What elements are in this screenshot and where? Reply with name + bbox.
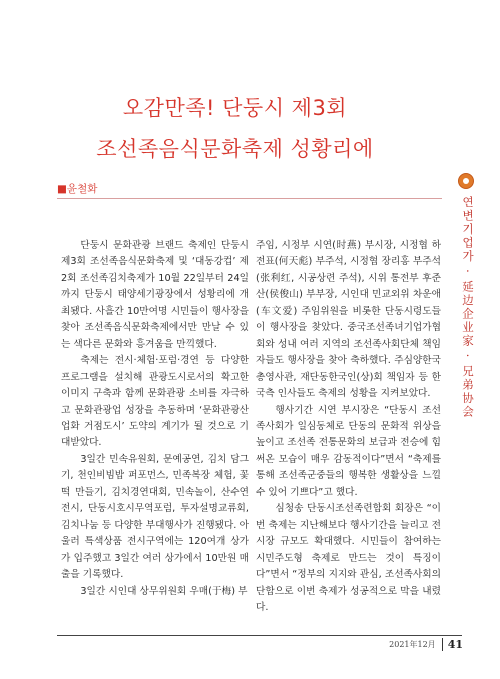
- page-footer: [389, 638, 463, 651]
- page-title-line2: 조선족음식문화축제 성황리에: [96, 137, 374, 161]
- paragraph: 주임, 시정부 시연(时燕) 부시장, 시정협 하전표(何天彪) 부주석, 시정협 장리홍 부주석(张利红, 시공상련 주석), 시위 통전부 후준산(侯俊山) 부부장, 시인대 민교외위 차운애(车文爱) 주임위원을 비롯한 단동시령도들이 행사장을 찾았다. 중국조선족녀기업가협회와 성내 여러 지역의 조선족사회단체 책임자들도 행사장을 찾아 축하했다. 주심양한국총영사관, 재단동한국인(상)회 책임자 등 한국측 인사들도 축제의 성황을 지켜보았다.: [256, 240, 441, 400]
- paragraph: 단둥시 문화관광 브랜드 축제인 단둥시 제3회 조선족음식문화축제 및 ‘대동강컵’ 제2회 조선족김치축제가 10월 22일부터 24일까지 단둥시 태양세기광장에서 성황리에 개최됐다. 사흘간 10만여명 시민들이 행사장을 찾아 조선족음식문화축제에서만 만날 수 있는 색다른 문화와 흥겨움을 만끽했다.: [61, 240, 249, 350]
- article-column-left: [61, 238, 249, 600]
- paragraph: 행사기간 시연 부시장은 “단동시 조선족사회가 일심동체로 단동의 문화적 위상을 높이고 조선족 전통문화의 보급과 전승에 힘써온 모습이 매우 감동적이다”면서 “축제를 통해 조선족군중들의 행복한 생활상을 느낄 수 있어 기쁘다”고 했다.: [256, 404, 441, 498]
- paragraph: 축제는 전시·체험·포럼·경연 등 다양한 프로그램을 설치해 관광도시로서의 확고한 이미지 구축과 함께 문화관광 소비를 자극하고 문화관광업 성장을 추동하며 ‘문화관광산업화 거점도시’ 도약의 계기가 될 것으로 기대받았다.: [61, 355, 249, 449]
- footer-divider: [57, 635, 462, 636]
- paragraph: 심청송 단동시조선족련합회 회장은 “이번 축제는 지난해보다 행사기간을 늘리고 전시장 규모도 확대했다. 시민들이 참여하는 시민주도형 축제로 만드는 것이 특징이다”면서 “정부의 지지와 관심, 조선족사회의 단합으로 이번 축제가 성공적으로 막을 내렸다.: [256, 503, 441, 613]
- page-number: 41: [442, 638, 463, 651]
- page-title-line1: 오감만족! 단둥시 제3회: [122, 96, 348, 120]
- association-logo-icon: [458, 173, 474, 189]
- header-divider: [57, 198, 442, 199]
- author-byline: [57, 181, 97, 196]
- paragraph: 3일간 시인대 상무위원회 우매(于梅) 부: [80, 585, 248, 597]
- article-column-right: [256, 238, 441, 616]
- paragraph: 3일간 민속유원회, 문예공연, 김치 담그기, 천인비빔밥 퍼포먼스, 민족복장 체험, 꽃떡 만들기, 김치경연대회, 민속놀이, 산수연전시, 단동시호시무역포럼, 투자설명교류회, 김치나눔 등 다양한 부대행사가 진행됐다. 아울러 특색상품 전시구역에는 120여개 상가가 입주했고 3일간 여러 상가에서 10만원 매출을 기록했다.: [61, 453, 249, 581]
- issue-date: 2021年12月: [389, 640, 436, 649]
- sidebar-publication-label: 연변기업가 · 延边企业家 · 兄弟协会: [461, 196, 475, 419]
- author-name: ■윤철화: [57, 183, 98, 195]
